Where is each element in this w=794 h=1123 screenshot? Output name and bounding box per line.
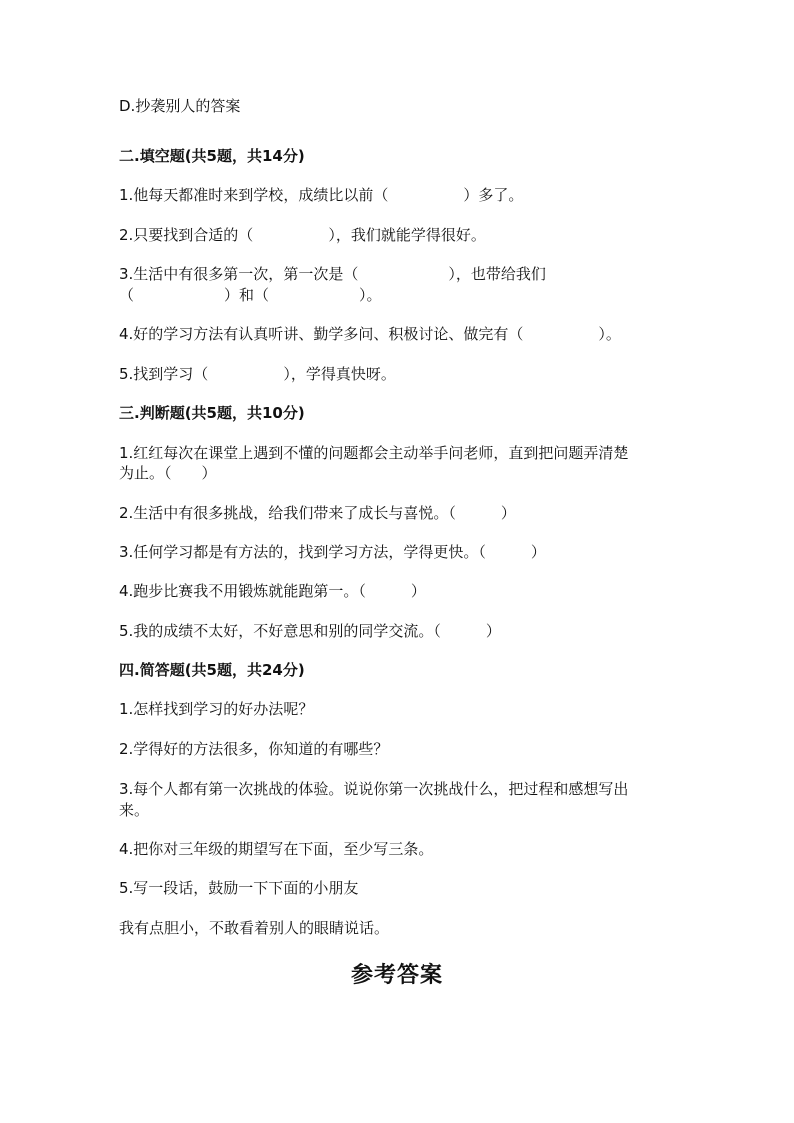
short-answer-question-3-line-2: 来。 bbox=[119, 801, 150, 819]
short-answer-question-5-prompt: 我有点胆小，不敢看着别人的眼睛说话。 bbox=[119, 919, 390, 937]
true-false-question-1-line-1: 1.红红每次在课堂上遇到不懂的问题都会主动举手问老师，直到把问题弄清楚 bbox=[119, 444, 629, 462]
short-answer-question-3-line-1: 3.每个人都有第一次挑战的体验。说说你第一次挑战什么，把过程和感想写出 bbox=[119, 780, 629, 798]
fill-in-question-3-line-2: （ ）和（ ）。 bbox=[119, 286, 382, 304]
fill-in-question-1: 1.他每天都准时来到学校，成绩比以前（ ）多了。 bbox=[119, 186, 524, 204]
section-true-false-heading: 三.判断题(共5题，共10分) bbox=[119, 404, 305, 422]
short-answer-question-4: 4.把你对三年级的期望写在下面，至少写三条。 bbox=[119, 840, 434, 858]
section-fill-in-heading: 二.填空题(共5题，共14分) bbox=[119, 147, 305, 165]
fill-in-question-3-line-1: 3.生活中有很多第一次，第一次是（ ），也带给我们 bbox=[119, 265, 546, 283]
section-short-answer-heading: 四.简答题(共5题，共24分) bbox=[119, 661, 305, 679]
true-false-question-2: 2.生活中有很多挑战，给我们带来了成长与喜悦。（ ） bbox=[119, 504, 516, 522]
fill-in-question-2: 2.只要找到合适的（ ），我们就能学得很好。 bbox=[119, 226, 486, 244]
true-false-question-5: 5.我的成绩不太好，不好意思和别的同学交流。（ ） bbox=[119, 622, 501, 640]
true-false-question-3: 3.任何学习都是有方法的，找到学习方法，学得更快。（ ） bbox=[119, 543, 546, 561]
short-answer-question-5: 5.写一段话，鼓励一下下面的小朋友 bbox=[119, 879, 359, 897]
short-answer-question-1: 1.怎样找到学习的好办法呢？ bbox=[119, 700, 314, 718]
true-false-question-1-line-2: 为止。（ ） bbox=[119, 464, 217, 482]
fill-in-question-4: 4.好的学习方法有认真听讲、勤学多问、积极讨论、做完有（ ）。 bbox=[119, 325, 621, 343]
answer-key-title: 参考答案 bbox=[350, 962, 443, 988]
choice-option-d: D.抄袭别人的答案 bbox=[119, 97, 241, 115]
true-false-question-4: 4.跑步比赛我不用锻炼就能跑第一。（ ） bbox=[119, 582, 426, 600]
short-answer-question-2: 2.学得好的方法很多，你知道的有哪些？ bbox=[119, 740, 389, 758]
fill-in-question-5: 5.找到学习（ ），学得真快呀。 bbox=[119, 365, 396, 383]
